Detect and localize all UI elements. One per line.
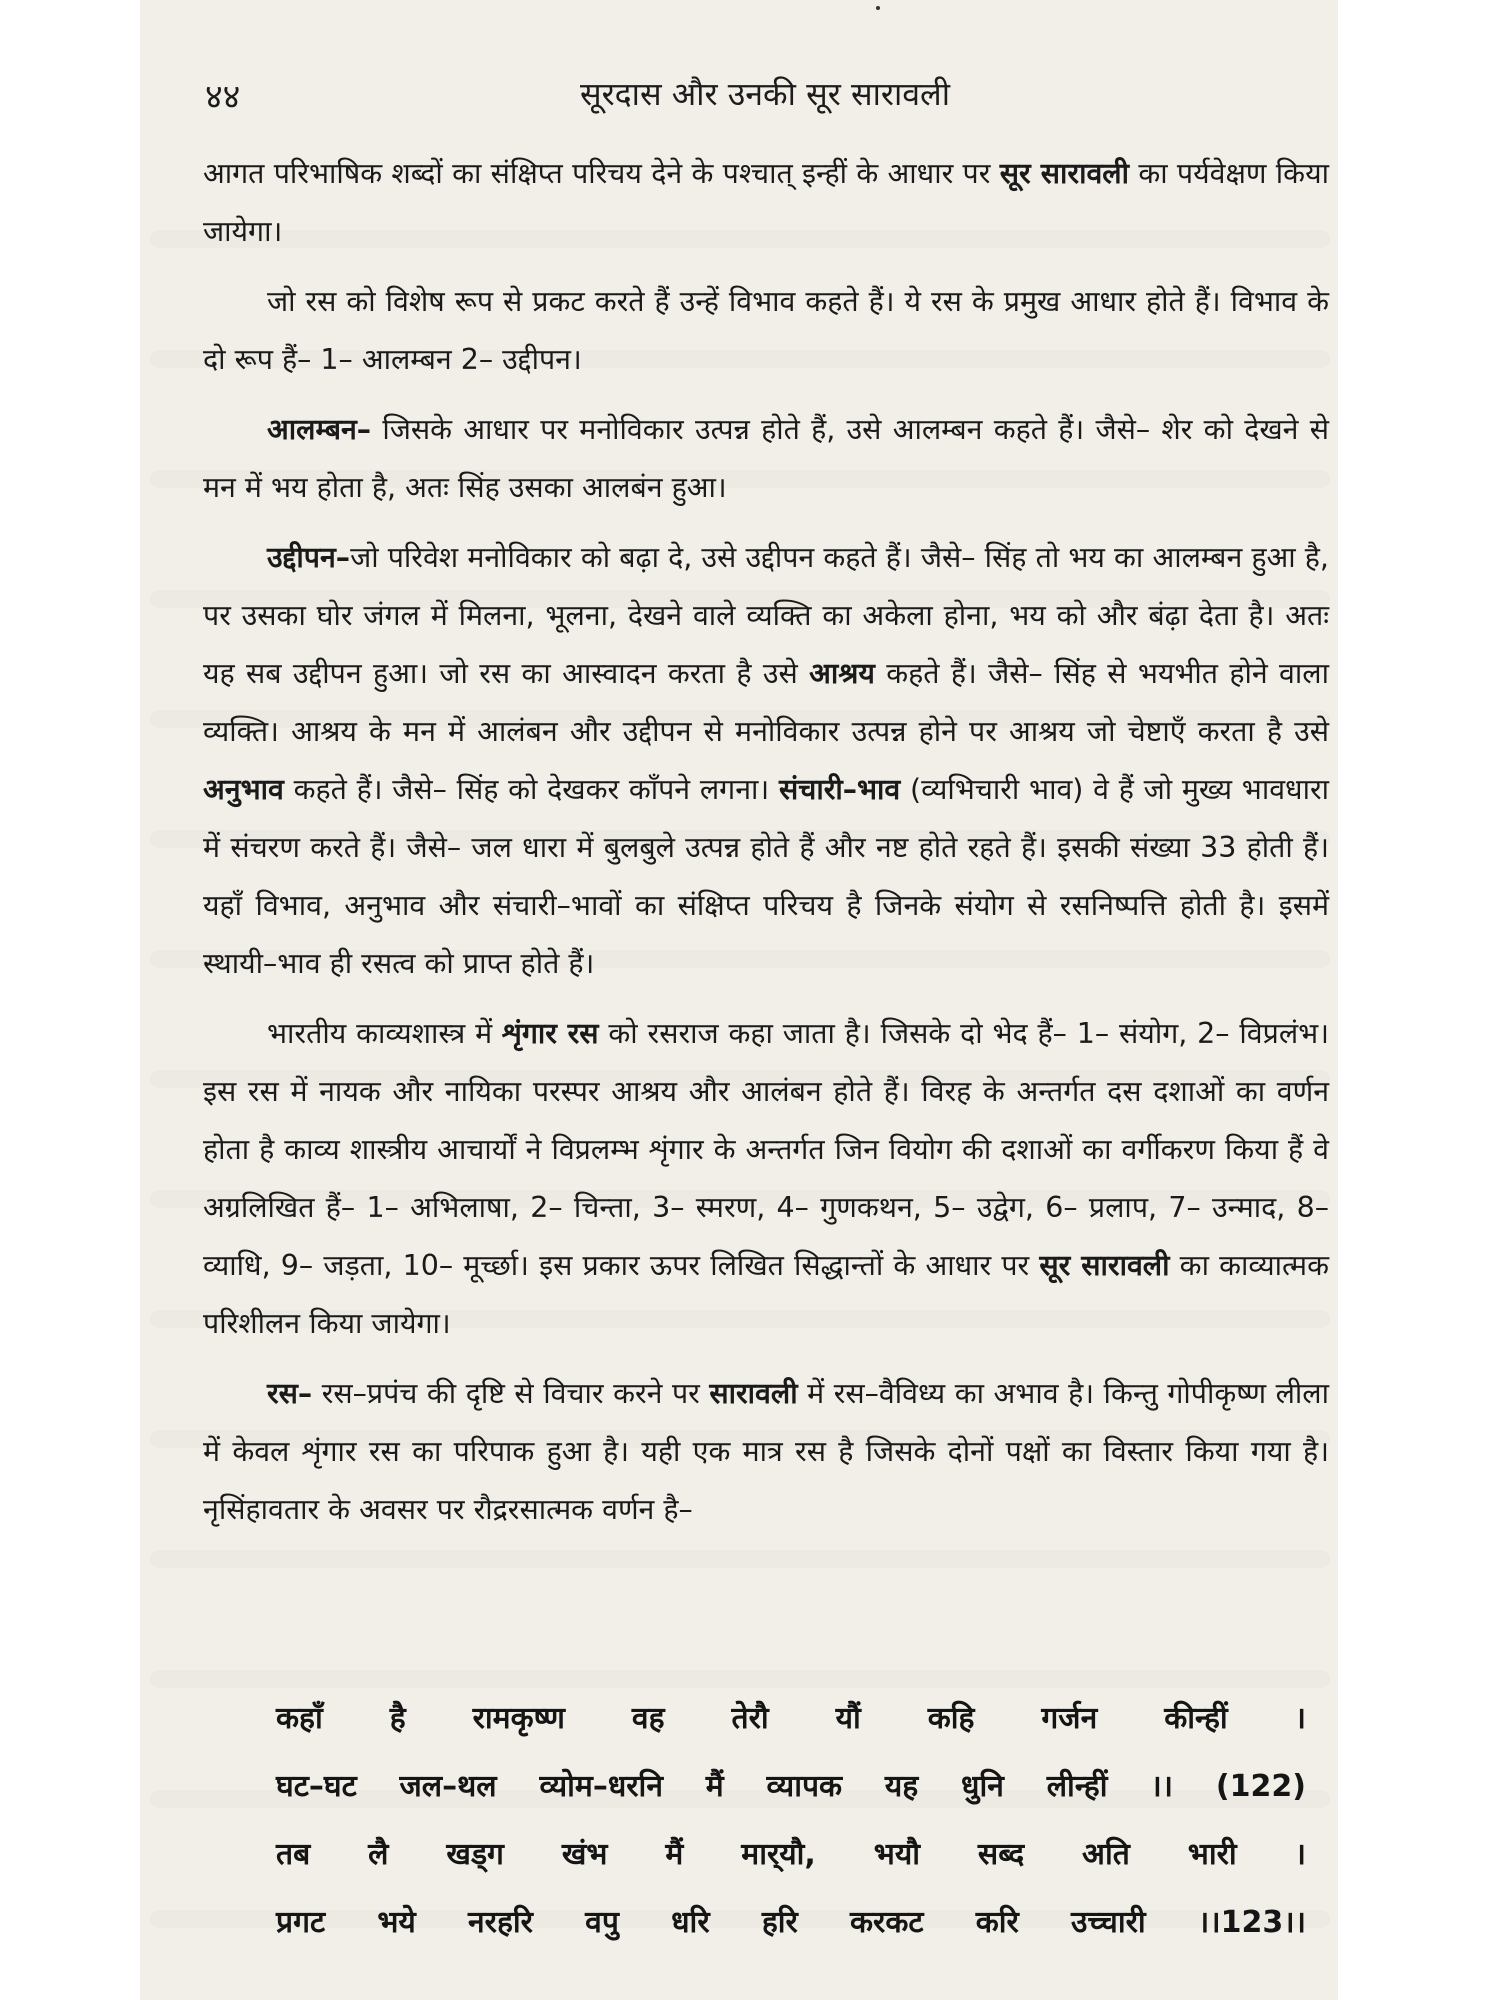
text-run: आगत परिभाषिक शब्दों का संक्षिप्त परिचय देने के पश्चात् इन्हीं के आधार पर <box>203 157 1000 190</box>
verse-word: यह <box>884 1769 919 1804</box>
bold-term: उद्दीपन– <box>267 541 351 574</box>
bold-term: संचारी–भाव <box>778 773 901 806</box>
text-run: जो परिवेश मनोविकार को बढ़ा दे, उसे उद्दीपन कहते हैं। जैसे– सिंह तो भय का आलम्बन हुआ है, पर उसका घोर जंगल में मिलना, भूलना, देखने वाले व्यक्ति का अकेला होना, भय को और बंढ़ा देता है। अतः यह सब उद्दीपन हुआ। जो रस का आस्वादन करता है उसे <box>203 541 1329 690</box>
verse-word: (122) <box>1215 1769 1306 1804</box>
text-run: कहते हैं। जैसे– सिंह को देखकर काँपने लगना। <box>283 773 779 806</box>
verse-word: खंभ <box>561 1837 608 1872</box>
verse-word: है <box>389 1701 406 1736</box>
verse-word: नरहरि <box>468 1905 533 1940</box>
text-run: में रस–वैविध्य का अभाव है। किन्तु गोपीकृष्ण लीला में केवल शृंगार रस का परिपाक हुआ है। यही एक मात्र रस है जिसके दोनों पक्षों का विस्तार किया गया है। नृसिंहावतार के अवसर पर रौद्ररसात्मक वर्णन है– <box>203 1377 1329 1526</box>
bold-term: आलम्बन– <box>267 413 372 446</box>
verse-word: तेरौ <box>731 1701 769 1736</box>
bold-term: सूर सारावली <box>999 157 1130 190</box>
verse-word: ।। <box>1150 1769 1174 1804</box>
verse-word: वपु <box>585 1905 619 1940</box>
verse-word: भयौ <box>873 1837 920 1872</box>
verse-line <box>276 1753 1306 1821</box>
verse-word: व्योम–धरनि <box>539 1769 663 1804</box>
verse-word: मैं <box>665 1837 684 1872</box>
paragraph <box>203 145 1329 261</box>
verse-word: गर्जन <box>1041 1701 1098 1736</box>
page-number: ४४ <box>205 77 241 117</box>
paragraph <box>203 401 1329 517</box>
bold-term: अनुभाव <box>203 773 284 806</box>
verse-word: प्रगट <box>276 1905 326 1940</box>
verse-word: कीन्हीं <box>1164 1701 1228 1736</box>
speck <box>876 6 880 10</box>
bold-term: सारावली <box>709 1377 798 1410</box>
text-run: (व्यभिचारी भाव) वे हैं जो मुख्य भावधारा में संचरण करते हैं। जैसे– जल धारा में बुलबुले उत्पन्न होते हैं और नष्ट होते रहते हैं। इसकी संख्या 33 होती हैं। यहाँ विभाव, अनुभाव और संचारी–भावों का संक्षिप्त परिचय है जिनके संयोग से रसनिष्पत्ति होती है। इसमें स्थायी–भाव ही रसत्व को प्राप्त होते हैं। <box>203 773 1330 980</box>
verse-word: व्यापक <box>766 1769 843 1804</box>
verse-word: यौं <box>835 1701 861 1736</box>
verse-word: भये <box>377 1905 416 1940</box>
verse-word: जल–थल <box>399 1769 497 1804</box>
verse-word: मैं <box>705 1769 724 1804</box>
verse-word: मार्‌यौ, <box>741 1837 816 1872</box>
verse-block <box>276 1685 1306 1957</box>
verse-word: अति <box>1082 1837 1130 1872</box>
verse-word: करि <box>975 1905 1019 1940</box>
verse-word: घट–घट <box>276 1769 357 1804</box>
show-through <box>150 1550 1330 1568</box>
verse-word: उच्चारी <box>1071 1905 1146 1940</box>
verse-word: वह <box>631 1701 665 1736</box>
bold-term: शृंगार रस <box>501 1017 599 1050</box>
page-header <box>205 72 1335 122</box>
text-run: के अन्तर्गत दस दशाओं का वर्णन होता है काव्य शास्त्रीय आचार्यों ने विप्रलम्भ शृंगार के अन्तर्गत जिन वियोग की दशाओं का वर्गीकरण किया हैं वे अग्रलिखित हैं– 1– अभिलाषा, 2– चिन्ता, 3– स्मरण, 4– गुणकथन, 5– उद्वेग, 6– प्रलाप, 7– उन्माद, 8– व्याधि, 9– जड़ता, 10– मूर्च्छा। इस प्रकार ऊपर लिखित सिद्धान्तों के आधार पर <box>203 1075 1330 1282</box>
bold-term: रस– <box>267 1377 313 1410</box>
verse-word: । <box>1294 1701 1306 1736</box>
text-run: जिसके आधार पर मनोविकार उत्पन्न होते हैं, उसे आलम्बन कहते हैं। जैसे– शेर को देखने से मन में भय होता है, अतः सिंह उसका आलबंन हुआ। <box>203 413 1329 504</box>
verse-word: कहि <box>927 1701 975 1736</box>
text-run: रस–प्रपंच की दृष्टि से विचार करने पर <box>312 1377 710 1410</box>
verse-word: करकट <box>850 1905 924 1940</box>
verse-word: सब्द <box>977 1837 1025 1872</box>
body-text <box>203 145 1329 1551</box>
paragraph <box>203 1005 1329 1353</box>
verse-word: । <box>1294 1837 1306 1872</box>
text-run: का पर्यवेक्षण किया जायेगा। <box>203 157 1329 248</box>
bold-term: सूर सारावली <box>1039 1249 1170 1282</box>
running-title: सूरदास और उनकी सूर सारावली <box>579 75 951 113</box>
text-run: भारतीय काव्यशास्त्र में <box>267 1017 502 1050</box>
verse-word: कहाँ <box>276 1701 323 1736</box>
verse-word: खड्ग <box>446 1837 504 1872</box>
paragraph <box>203 529 1329 993</box>
text-run: का काव्यात्मक परिशीलन किया जायेगा। <box>203 1249 1329 1340</box>
verse-word: धुनि <box>961 1769 1004 1804</box>
verse-word: भारी <box>1187 1837 1237 1872</box>
verse-word: रामकृष्ण <box>472 1701 565 1736</box>
verse-word: धरि <box>671 1905 710 1940</box>
paragraph <box>203 273 1329 389</box>
verse-word: लीन्हीं <box>1046 1769 1108 1804</box>
paragraph <box>203 1365 1329 1539</box>
verse-word: लै <box>368 1837 389 1872</box>
verse-word: हरि <box>761 1905 798 1940</box>
verse-line <box>276 1821 1306 1889</box>
bold-term: आश्रय <box>809 657 875 690</box>
verse-line <box>276 1685 1306 1753</box>
verse-line <box>276 1889 1306 1957</box>
text-run: जो रस को विशेष रूप से प्रकट करते हैं उन्हें विभाव कहते हैं। ये रस के प्रमुख आधार होते हैं। विभाव के दो रूप हैं– 1– आलम्बन 2– उद्दीपन। <box>203 285 1329 376</box>
text-run: कहते हैं। जैसे– सिंह से भयभीत होने वाला व्यक्ति। आश्रय के मन में आलंबन और उद्दीपन से मनोविकार उत्पन्न होने पर आश्रय जो चेष्टाएँ करता है उसे <box>203 657 1329 748</box>
text-run: को रसराज कहा जाता है। जिसके दो भेद हैं– 1– संयोग, 2– विप्रलंभ। इस रस में नायक और नायिका परस्पर आश्रय और आलंबन होते हैं। विरह <box>203 1017 1330 1108</box>
verse-word: ।।123।। <box>1197 1905 1306 1940</box>
verse-word: तब <box>276 1837 311 1872</box>
